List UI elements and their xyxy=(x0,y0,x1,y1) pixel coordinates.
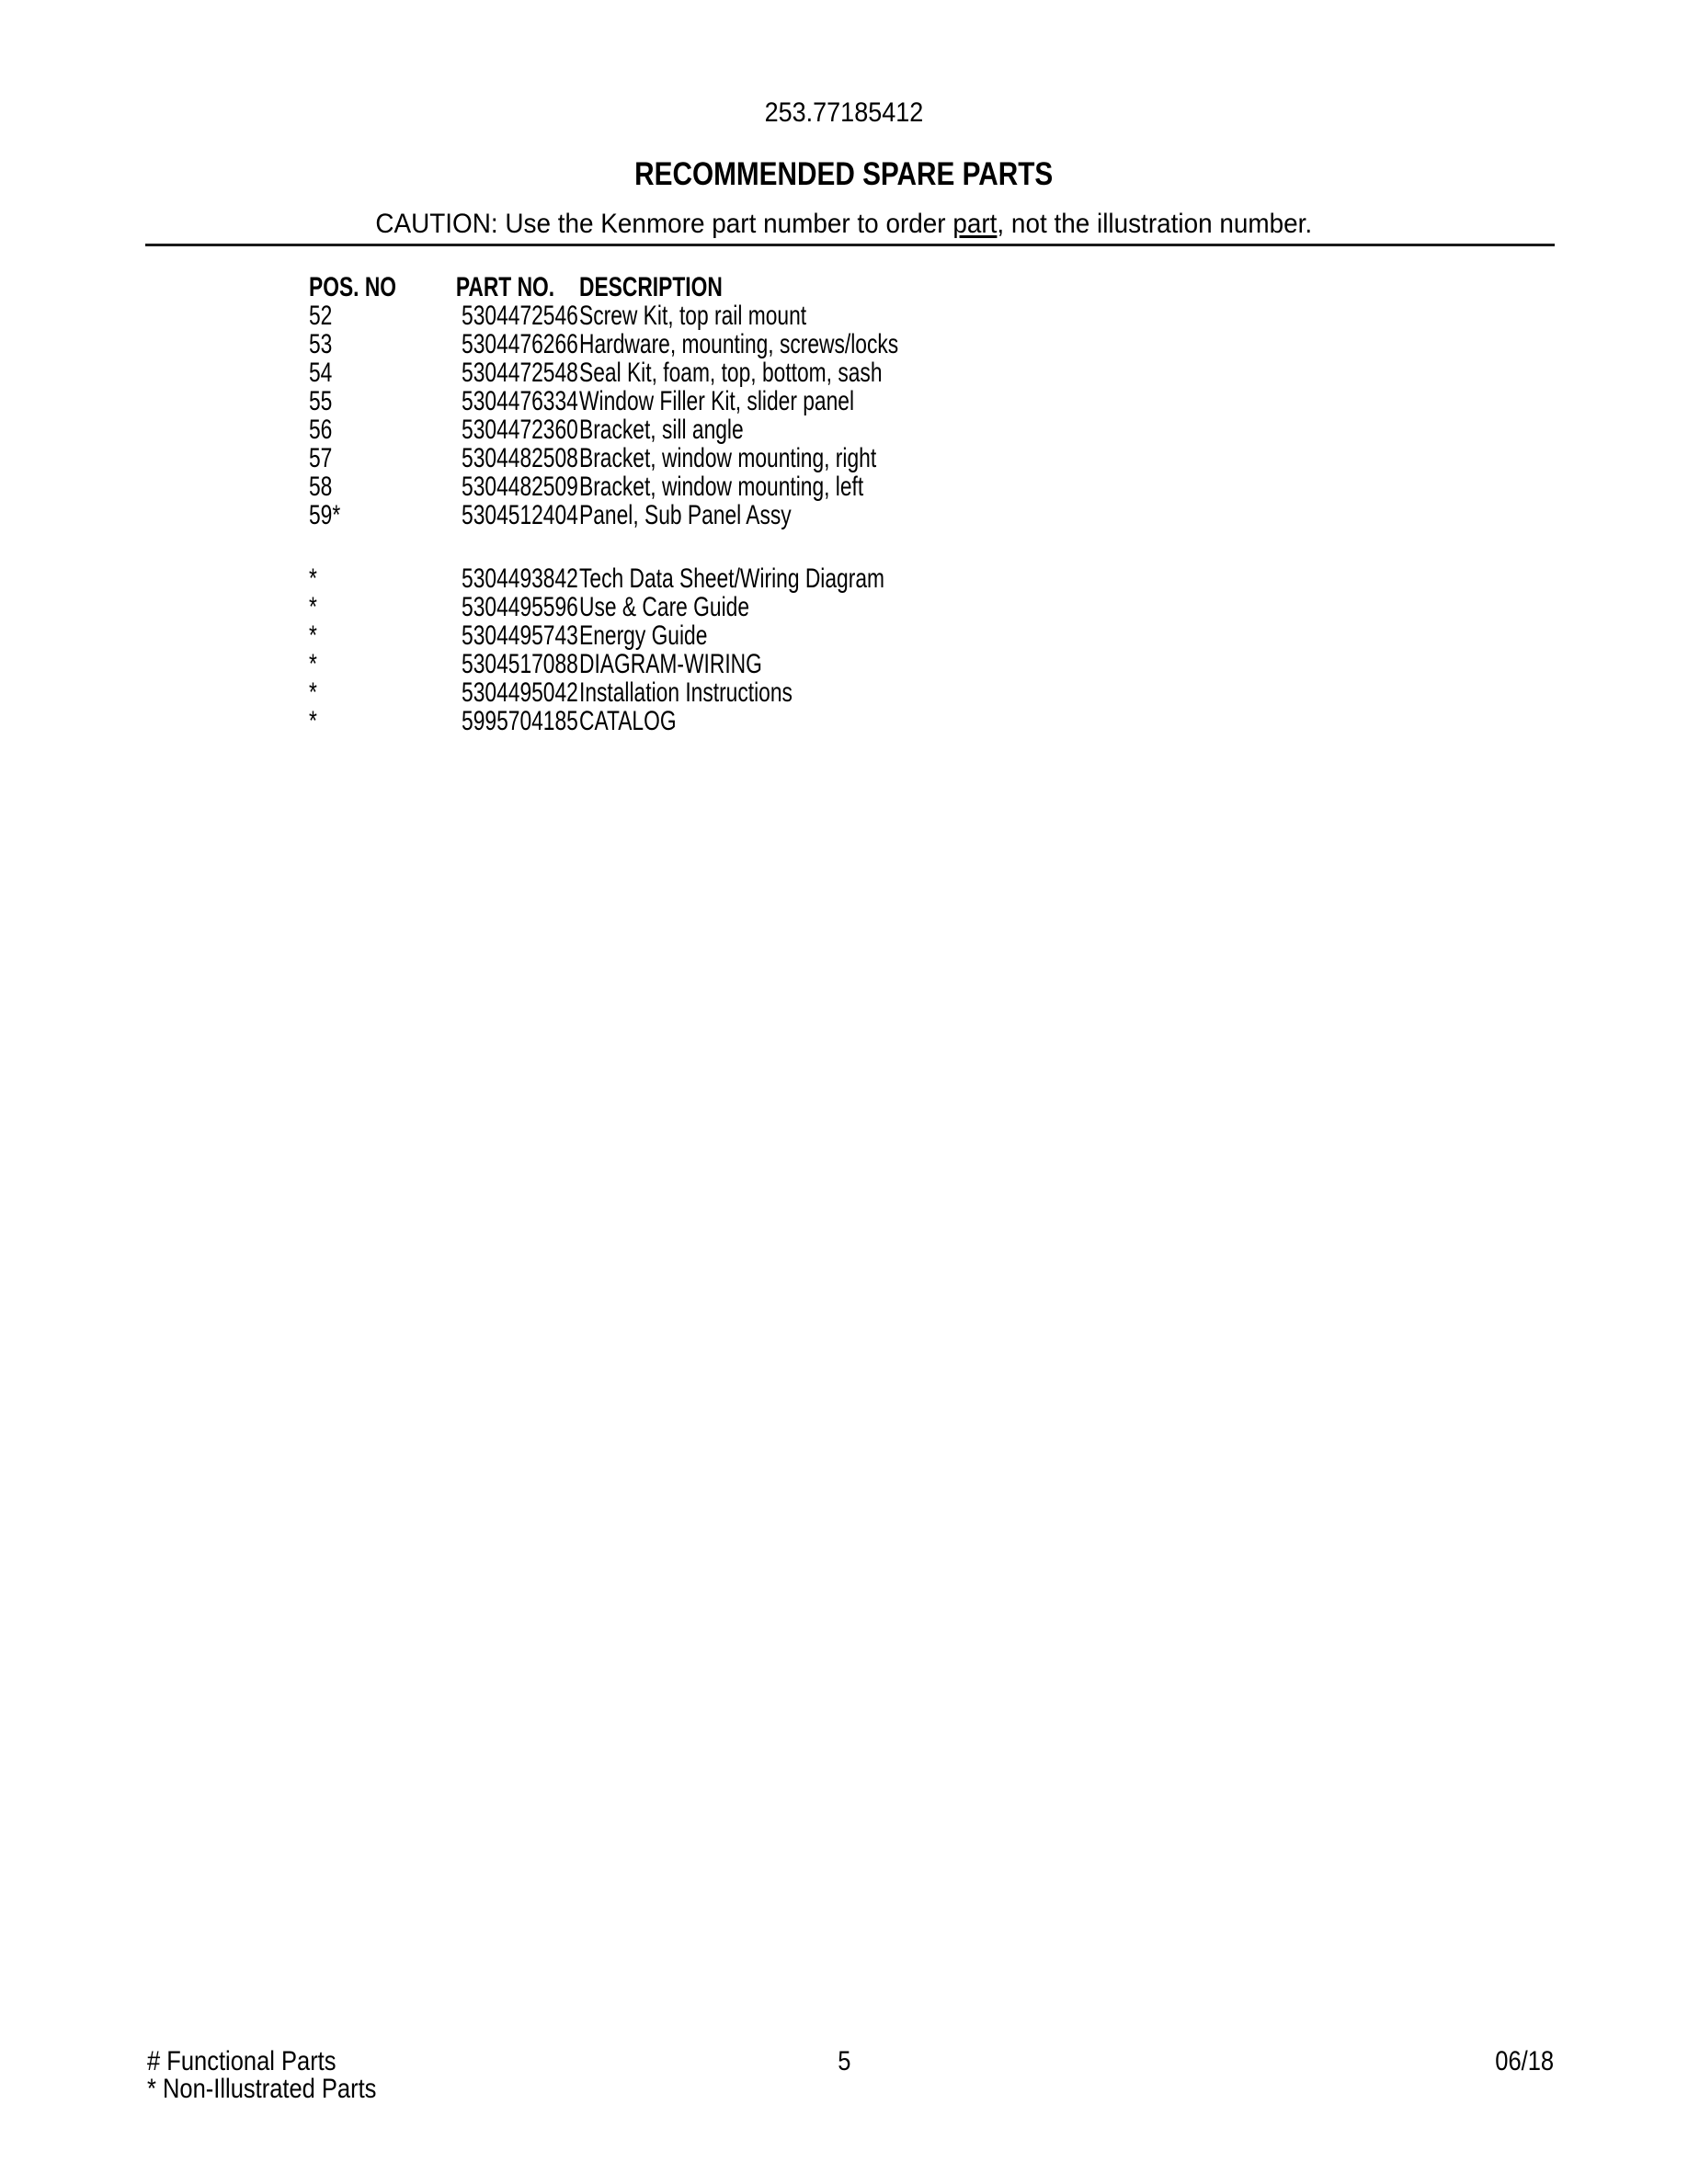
part-no: 5304517088 xyxy=(462,649,578,679)
pos-no-cell xyxy=(309,650,425,678)
description: Screw Kit, top rail mount xyxy=(579,301,807,331)
page-number-text: 5 xyxy=(837,2046,851,2076)
pos-no-cell xyxy=(309,358,425,387)
part-no: 5304482509 xyxy=(462,472,578,502)
description: Use & Care Guide xyxy=(579,592,750,622)
revision-date-text: 06/18 xyxy=(1495,2046,1554,2076)
part-no: 5304476266 xyxy=(462,329,578,359)
description: Window Filler Kit, slider panel xyxy=(579,386,855,416)
pos-no: * xyxy=(309,677,317,708)
part-no-cell xyxy=(425,386,578,416)
part-no: 5304472546 xyxy=(462,301,578,331)
page-number xyxy=(0,2048,1688,2076)
part-no: 5304495596 xyxy=(462,592,578,622)
part-no-cell xyxy=(425,472,578,502)
pos-no-cell xyxy=(309,301,425,330)
non-illustrated-parts-note xyxy=(147,2076,416,2103)
part-no-cell xyxy=(425,706,578,736)
description-cell xyxy=(540,330,1633,358)
header-description-cell xyxy=(540,273,1633,301)
description-cell xyxy=(540,501,1633,529)
doc-number xyxy=(0,97,1688,129)
description-cell xyxy=(540,472,1633,501)
description-cell xyxy=(540,707,1633,735)
table-row xyxy=(309,621,1633,650)
pos-no: 57 xyxy=(309,443,333,473)
description: Bracket, window mounting, right xyxy=(579,443,877,473)
description: CATALOG xyxy=(579,706,677,736)
table-row xyxy=(309,472,1633,501)
pos-no-cell xyxy=(309,330,425,358)
table-row xyxy=(309,330,1633,358)
table-row xyxy=(309,501,1633,529)
table-row xyxy=(309,678,1633,707)
description: Hardware, mounting, screws/locks xyxy=(579,329,899,359)
pos-no-cell xyxy=(309,387,425,415)
header-rule xyxy=(145,244,1555,246)
description-cell xyxy=(540,444,1633,472)
description-cell xyxy=(540,415,1633,444)
part-no: 5995704185 xyxy=(462,706,578,736)
pos-no: 52 xyxy=(309,301,333,331)
pos-no: 58 xyxy=(309,472,333,502)
pos-no: * xyxy=(309,706,317,736)
description-cell xyxy=(540,564,1633,593)
part-no-cell xyxy=(425,443,578,473)
description-cell xyxy=(540,678,1633,707)
pos-no: 54 xyxy=(309,358,333,388)
description: Tech Data Sheet/Wiring Diagram xyxy=(579,563,885,594)
description-cell xyxy=(540,358,1633,387)
description: DIAGRAM-WIRING xyxy=(579,649,762,679)
part-no-cell xyxy=(425,649,578,679)
description: Installation Instructions xyxy=(579,677,793,708)
header-pos-no-cell xyxy=(309,273,425,301)
pos-no: 53 xyxy=(309,329,333,359)
page-title-text: RECOMMENDED SPARE PARTS xyxy=(634,156,1054,192)
description-cell xyxy=(540,593,1633,621)
table-row xyxy=(309,301,1633,330)
caution-text xyxy=(376,210,1313,239)
part-no: 5304495042 xyxy=(462,677,578,708)
page-title xyxy=(0,157,1688,192)
description-cell xyxy=(540,621,1633,650)
description-cell xyxy=(540,387,1633,415)
part-no-cell xyxy=(425,358,578,388)
part-no: 5304472360 xyxy=(462,415,578,445)
pos-no: 56 xyxy=(309,415,333,445)
description: Seal Kit, foam, top, bottom, sash xyxy=(579,358,883,388)
table-row xyxy=(309,444,1633,472)
description-cell xyxy=(540,650,1633,678)
pos-no-cell xyxy=(309,593,425,621)
table-row xyxy=(309,593,1633,621)
caution-underlined-word: part xyxy=(952,209,998,239)
part-no: 5304493842 xyxy=(462,563,578,594)
part-no-cell xyxy=(425,415,578,445)
part-no-cell xyxy=(425,592,578,622)
table-row xyxy=(309,564,1633,593)
description-cell xyxy=(540,301,1633,330)
section-gap xyxy=(309,529,1633,564)
header-description: DESCRIPTION xyxy=(579,272,723,302)
header-pos-no: POS. NO xyxy=(309,272,397,302)
description: Bracket, sill angle xyxy=(579,415,744,445)
pos-no-cell xyxy=(309,444,425,472)
pos-no-cell xyxy=(309,564,425,593)
part-no-cell xyxy=(425,563,578,594)
table-row xyxy=(309,358,1633,387)
table-row xyxy=(309,707,1633,735)
part-no-cell xyxy=(425,620,578,651)
part-no: 5304472548 xyxy=(462,358,578,388)
non-illustrated-parts-note-text: * Non-Illustrated Parts xyxy=(147,2074,377,2104)
part-no-cell xyxy=(425,677,578,708)
pos-no-cell xyxy=(309,621,425,650)
caution-line xyxy=(0,210,1688,239)
pos-no: * xyxy=(309,620,317,651)
description: Energy Guide xyxy=(579,620,708,651)
pos-no-cell xyxy=(309,501,425,529)
pos-no-cell xyxy=(309,678,425,707)
header-part-no: PART NO. xyxy=(455,272,555,302)
part-no: 5304476334 xyxy=(462,386,578,416)
pos-no-cell xyxy=(309,415,425,444)
pos-no: * xyxy=(309,649,317,679)
pos-no-cell xyxy=(309,472,425,501)
revision-date xyxy=(1485,2048,1554,2076)
part-no: 5304482508 xyxy=(462,443,578,473)
caution-suffix: , not the illustration number. xyxy=(997,209,1313,239)
part-no-cell xyxy=(425,329,578,359)
pos-no: 59* xyxy=(309,500,341,530)
description: Panel, Sub Panel Assy xyxy=(579,500,792,530)
part-no-cell xyxy=(425,301,578,331)
parts-table xyxy=(309,273,1633,735)
pos-no: * xyxy=(309,563,317,594)
description: Bracket, window mounting, left xyxy=(579,472,864,502)
table-row xyxy=(309,415,1633,444)
doc-number-text: 253.77185412 xyxy=(764,97,924,128)
functional-parts-note-text: # Functional Parts xyxy=(147,2046,336,2076)
header-part-no-cell xyxy=(425,272,555,302)
part-no-cell xyxy=(425,500,578,530)
part-no: 5304495743 xyxy=(462,620,578,651)
table-header-row xyxy=(309,273,1633,301)
pos-no-cell xyxy=(309,707,425,735)
caution-prefix: CAUTION: Use the Kenmore part number to order xyxy=(375,209,953,239)
table-row xyxy=(309,387,1633,415)
part-no: 5304512404 xyxy=(462,500,578,530)
pos-no: 55 xyxy=(309,386,333,416)
pos-no: * xyxy=(309,592,317,622)
table-row xyxy=(309,650,1633,678)
